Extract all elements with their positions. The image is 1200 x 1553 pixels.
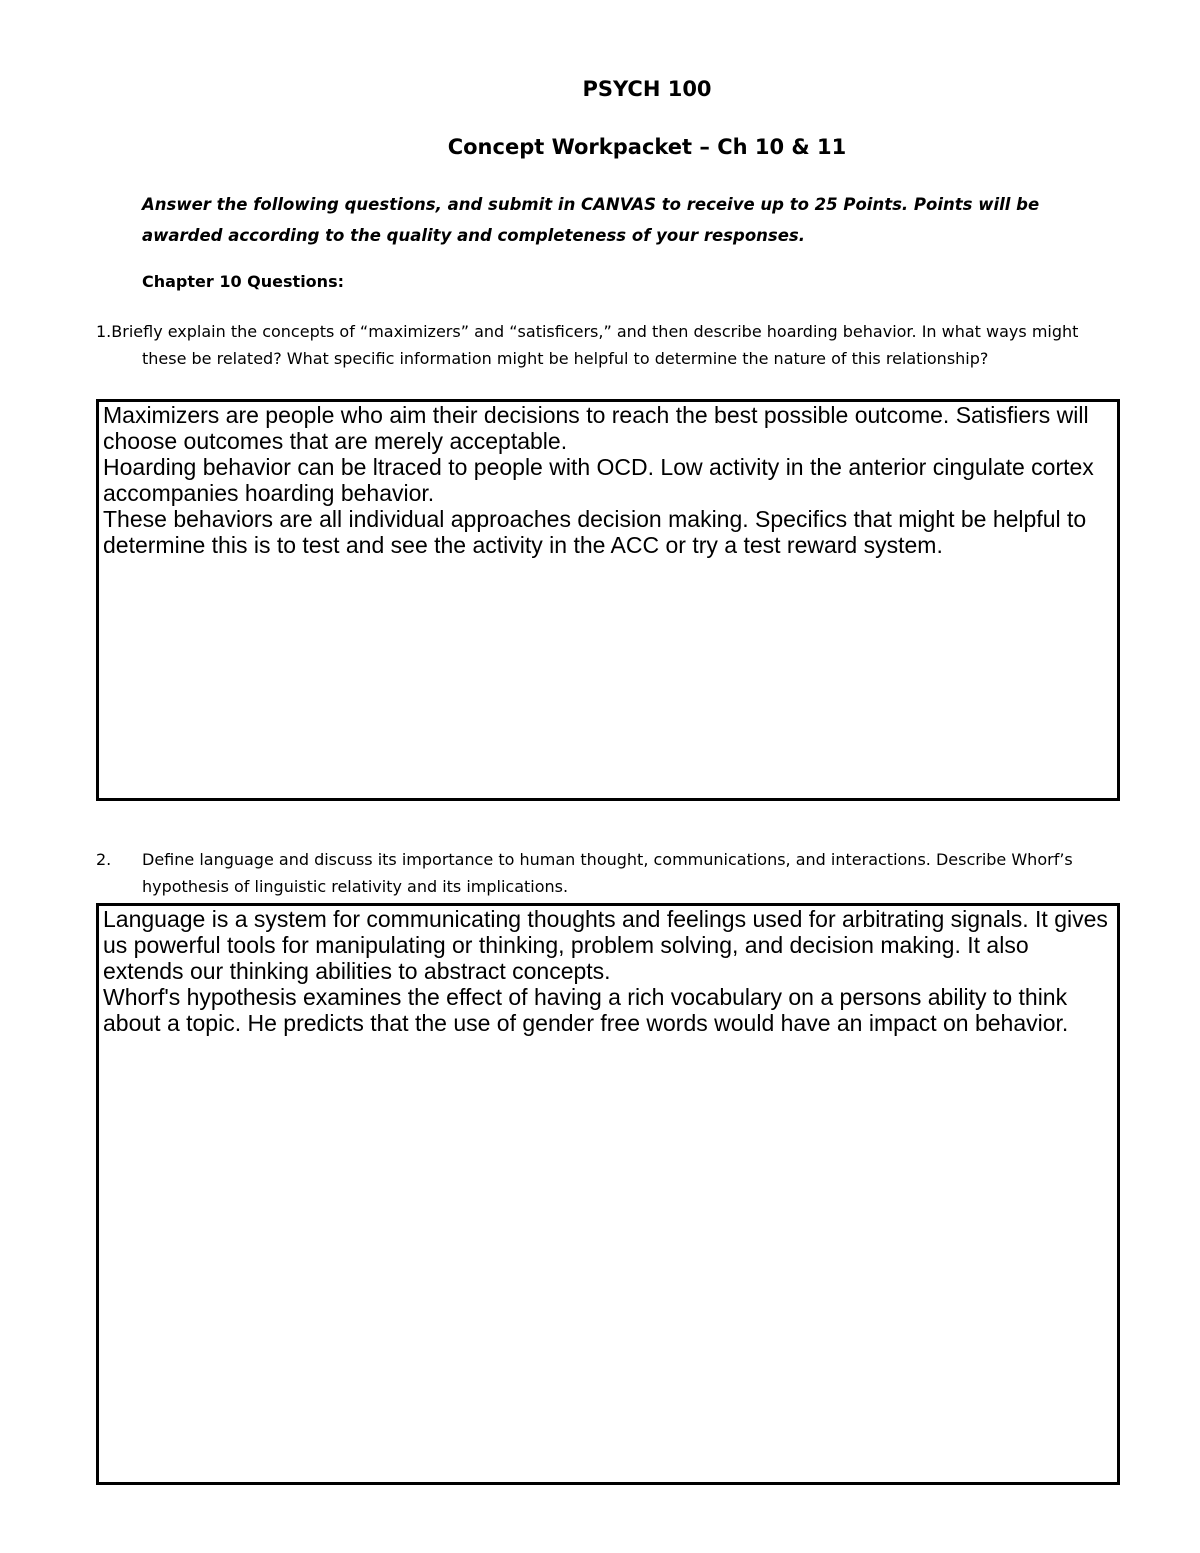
answer-paragraph: These behaviors are all individual approaches decision making. Specifics that might be helpful to determine this is to test and see the activity in the ACC or try a test reward system.	[103, 506, 1087, 558]
answer-paragraph: Maximizers are people who aim their decisions to reach the best possible outcome. Satisfiers will choose outcomes that are merely acceptable.	[103, 402, 1089, 454]
answer-box-1[interactable]	[96, 399, 1120, 801]
page-title: Concept Workpacket – Ch 10 & 11	[447, 135, 847, 159]
answer-paragraph: Language is a system for communicating thoughts and feelings used for arbitrating signals. It gives us powerful tools for manipulating or thinking, problem solving, and decision making. It also extends our thinking abilities to abstract concepts.	[103, 906, 1108, 984]
question-text: Define language and discuss its importance to human thought, communications, and interactions. Describe Whorf’s hypothesis of linguistic relativity and its implications.	[142, 850, 1073, 896]
instructions: Answer the following questions, and submit in CANVAS to receive up to 25 Points. Points will be awarded according to the quality and completeness of your responses.	[142, 195, 1040, 245]
chapter-heading: Chapter 10 Questions:	[142, 272, 344, 291]
answer-paragraph: Whorf's hypothesis examines the effect of having a rich vocabulary on a persons ability to think about a topic. He predicts that the use of gender free words would have an impact on behavior.	[103, 984, 1069, 1036]
question-2	[96, 846, 1102, 900]
question-text: Briefly explain the concepts of “maximizers” and “satisficers,” and then describe hoarding behavior. In what ways might these be related? What specific information might be helpful to determine the nature of this relationship?	[111, 322, 1079, 368]
question-number: 1.	[96, 322, 112, 341]
question-number: 2.	[96, 850, 112, 869]
course-title: PSYCH 100	[582, 77, 712, 101]
answer-paragraph: Hoarding behavior can be ltraced to people with OCD. Low activity in the anterior cingulate cortex accompanies hoarding behavior.	[103, 454, 1094, 506]
question-1	[96, 318, 1102, 372]
answer-box-2[interactable]	[96, 903, 1120, 1485]
